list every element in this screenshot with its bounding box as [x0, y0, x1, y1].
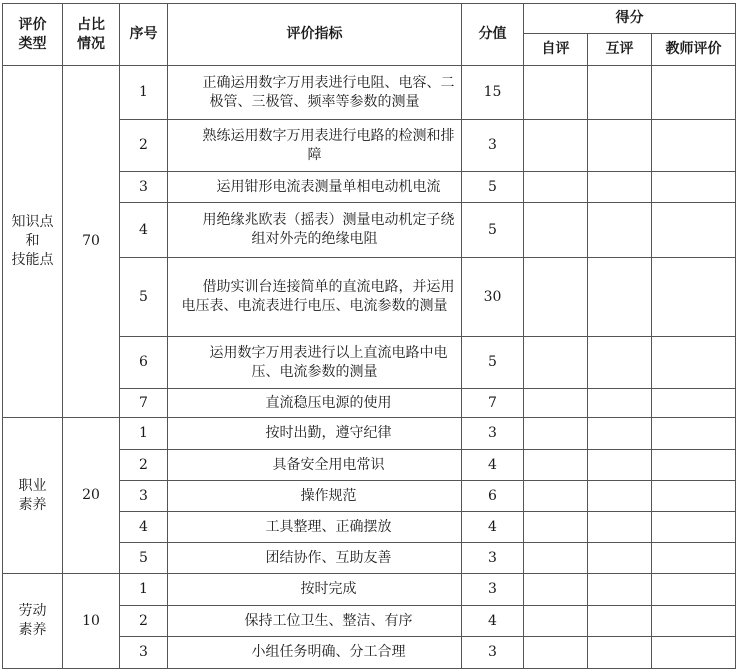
teacher-score-cell[interactable]	[652, 606, 736, 637]
self-score-cell[interactable]	[524, 481, 588, 512]
indicator-cell: 运用钳形电流表测量单相电动机电流	[168, 172, 462, 203]
header-seq: 序号	[120, 4, 168, 66]
score-cell: 5	[462, 172, 524, 203]
self-score-cell[interactable]	[524, 172, 588, 203]
teacher-score-cell[interactable]	[652, 258, 736, 337]
table-header	[3, 4, 736, 66]
seq-cell: 1	[120, 574, 168, 606]
peer-score-cell[interactable]	[588, 203, 652, 258]
self-score-cell[interactable]	[524, 337, 588, 389]
category-ratio-cell: 70	[63, 66, 120, 418]
self-score-cell[interactable]	[524, 574, 588, 606]
indicator-cell: 小组任务明确、分工合理	[168, 637, 462, 669]
score-cell: 3	[462, 637, 524, 669]
seq-cell: 1	[120, 418, 168, 450]
header-teacher: 教师评价	[652, 34, 736, 66]
header-indicator: 评价指标	[168, 4, 462, 66]
score-cell: 4	[462, 450, 524, 481]
indicator-cell: 用绝缘兆欧表（摇表）测量电动机定子绕组对外壳的绝缘电阻	[168, 203, 462, 258]
peer-score-cell[interactable]	[588, 543, 652, 574]
category-type-cell: 知识点 和 技能点	[3, 66, 63, 418]
peer-score-cell[interactable]	[588, 574, 652, 606]
table-body	[3, 66, 736, 669]
self-score-cell[interactable]	[524, 606, 588, 637]
self-score-cell[interactable]	[524, 258, 588, 337]
score-cell: 3	[462, 120, 524, 172]
header-score: 分值	[462, 4, 524, 66]
teacher-score-cell[interactable]	[652, 203, 736, 258]
table-row	[3, 574, 736, 606]
seq-cell: 2	[120, 606, 168, 637]
category-ratio-cell: 10	[63, 574, 120, 669]
category-type-cell: 劳动 素养	[3, 574, 63, 669]
indicator-cell: 按时完成	[168, 574, 462, 606]
peer-score-cell[interactable]	[588, 337, 652, 389]
seq-cell: 5	[120, 258, 168, 337]
indicator-cell: 运用数字万用表进行以上直流电路中电压、电流参数的测量	[168, 337, 462, 389]
teacher-score-cell[interactable]	[652, 512, 736, 543]
self-score-cell[interactable]	[524, 389, 588, 418]
seq-cell: 4	[120, 203, 168, 258]
indicator-cell: 按时出勤，遵守纪律	[168, 418, 462, 450]
seq-cell: 3	[120, 172, 168, 203]
indicator-cell: 直流稳压电源的使用	[168, 389, 462, 418]
header-peer: 互评	[588, 34, 652, 66]
teacher-score-cell[interactable]	[652, 543, 736, 574]
peer-score-cell[interactable]	[588, 66, 652, 120]
header-type: 评价 类型	[3, 4, 63, 66]
self-score-cell[interactable]	[524, 637, 588, 669]
score-cell: 15	[462, 66, 524, 120]
indicator-cell: 正确运用数字万用表进行电阻、电容、二极管、三极管、频率等参数的测量	[168, 66, 462, 120]
peer-score-cell[interactable]	[588, 389, 652, 418]
indicator-cell: 借助实训台连接简单的直流电路，并运用电压表、电流表进行电压、电流参数的测量	[168, 258, 462, 337]
self-score-cell[interactable]	[524, 450, 588, 481]
score-cell: 5	[462, 337, 524, 389]
teacher-score-cell[interactable]	[652, 172, 736, 203]
teacher-score-cell[interactable]	[652, 450, 736, 481]
teacher-score-cell[interactable]	[652, 574, 736, 606]
score-cell: 3	[462, 543, 524, 574]
teacher-score-cell[interactable]	[652, 66, 736, 120]
seq-cell: 4	[120, 512, 168, 543]
indicator-cell: 具备安全用电常识	[168, 450, 462, 481]
score-cell: 6	[462, 481, 524, 512]
self-score-cell[interactable]	[524, 418, 588, 450]
teacher-score-cell[interactable]	[652, 389, 736, 418]
category-ratio-cell: 20	[63, 418, 120, 574]
peer-score-cell[interactable]	[588, 637, 652, 669]
table-row	[3, 66, 736, 120]
peer-score-cell[interactable]	[588, 450, 652, 481]
peer-score-cell[interactable]	[588, 418, 652, 450]
indicator-cell: 保持工位卫生、整洁、有序	[168, 606, 462, 637]
seq-cell: 1	[120, 66, 168, 120]
score-cell: 5	[462, 203, 524, 258]
score-cell: 7	[462, 389, 524, 418]
header-result: 得分	[524, 4, 736, 34]
self-score-cell[interactable]	[524, 66, 588, 120]
seq-cell: 3	[120, 637, 168, 669]
seq-cell: 2	[120, 450, 168, 481]
score-cell: 4	[462, 606, 524, 637]
seq-cell: 6	[120, 337, 168, 389]
evaluation-table	[2, 3, 736, 669]
teacher-score-cell[interactable]	[652, 637, 736, 669]
self-score-cell[interactable]	[524, 543, 588, 574]
score-cell: 3	[462, 418, 524, 450]
header-ratio: 占比 情况	[63, 4, 120, 66]
peer-score-cell[interactable]	[588, 481, 652, 512]
teacher-score-cell[interactable]	[652, 337, 736, 389]
score-cell: 3	[462, 574, 524, 606]
teacher-score-cell[interactable]	[652, 481, 736, 512]
table-row	[3, 418, 736, 450]
seq-cell: 3	[120, 481, 168, 512]
peer-score-cell[interactable]	[588, 120, 652, 172]
teacher-score-cell[interactable]	[652, 120, 736, 172]
self-score-cell[interactable]	[524, 512, 588, 543]
category-type-cell: 职业 素养	[3, 418, 63, 574]
peer-score-cell[interactable]	[588, 172, 652, 203]
self-score-cell[interactable]	[524, 120, 588, 172]
self-score-cell[interactable]	[524, 203, 588, 258]
indicator-cell: 熟练运用数字万用表进行电路的检测和排障	[168, 120, 462, 172]
indicator-cell: 操作规范	[168, 481, 462, 512]
score-cell: 4	[462, 512, 524, 543]
teacher-score-cell[interactable]	[652, 418, 736, 450]
seq-cell: 2	[120, 120, 168, 172]
peer-score-cell[interactable]	[588, 258, 652, 337]
indicator-cell: 工具整理、正确摆放	[168, 512, 462, 543]
header-self: 自评	[524, 34, 588, 66]
indicator-cell: 团结协作、互助友善	[168, 543, 462, 574]
seq-cell: 5	[120, 543, 168, 574]
score-cell: 30	[462, 258, 524, 337]
seq-cell: 7	[120, 389, 168, 418]
peer-score-cell[interactable]	[588, 512, 652, 543]
peer-score-cell[interactable]	[588, 606, 652, 637]
